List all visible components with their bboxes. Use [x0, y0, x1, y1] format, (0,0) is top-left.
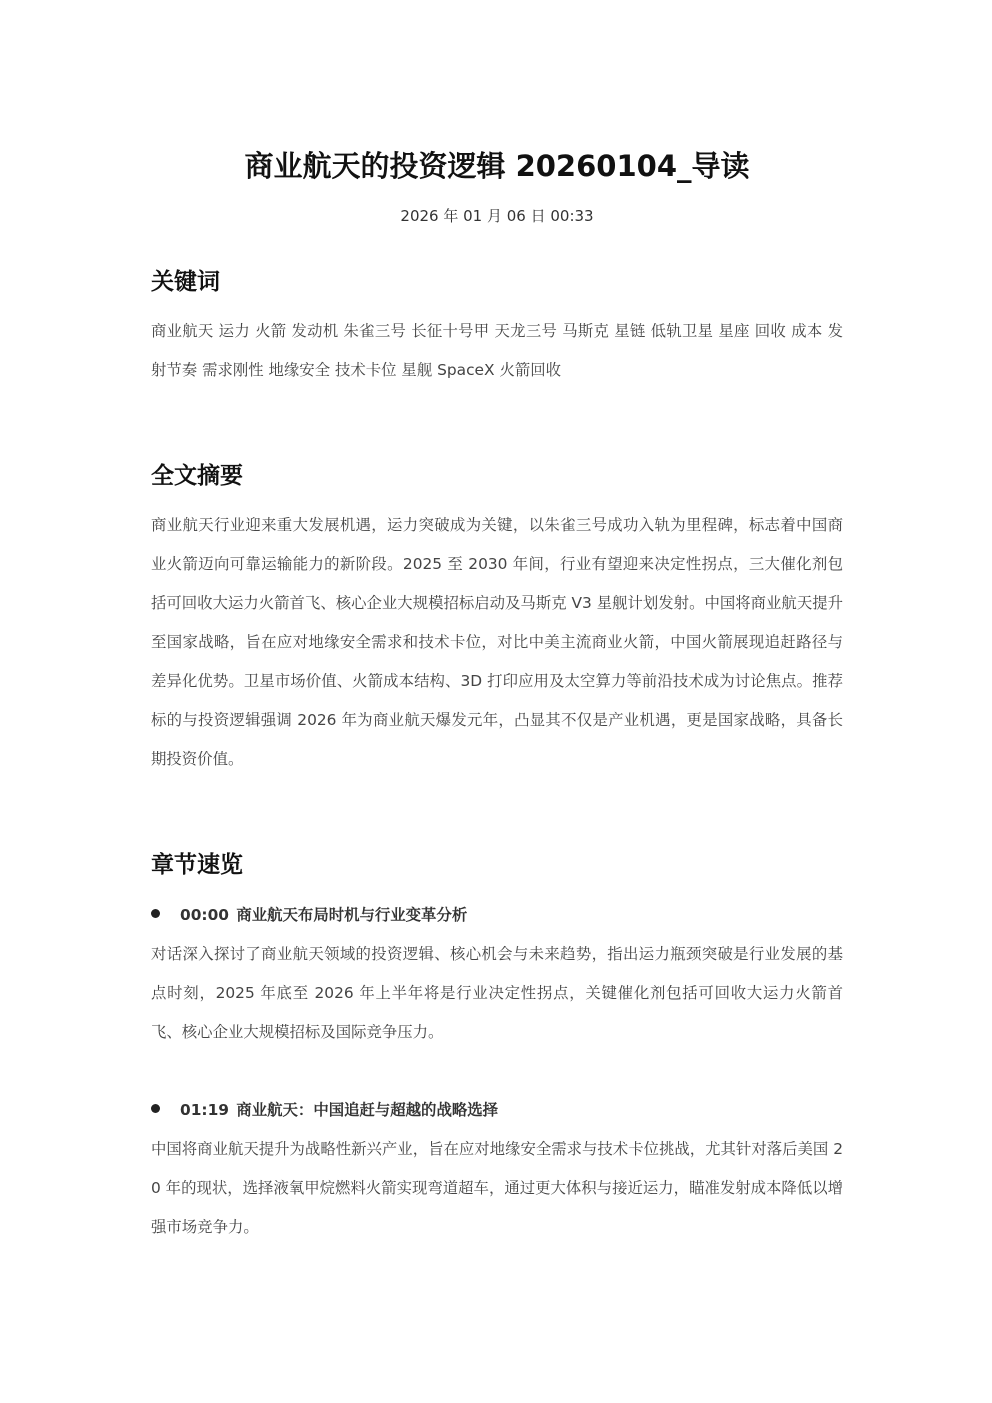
- keywords-text: 商业航天 运力 火箭 发动机 朱雀三号 长征十号甲 天龙三号 马斯克 星链 低轨卫星 星座 回收 成本 发射节奏 需求刚性 地缘安全 技术卡位 星舰 SpaceX 火箭回收: [151, 322, 843, 379]
- summary-heading: 全文摘要: [151, 463, 243, 489]
- document-title: 商业航天的投资逻辑 20260104_导读: [244, 149, 750, 183]
- chapter-item-text: 对话深入探讨了商业航天领域的投资逻辑、核心机会与未来趋势，指出运力瓶颈突破是行业发展的基点时刻，2025 年底至 2026 年上半年将是行业决定性拐点，关键催化剂包括可回收大运力火箭首飞、核心企业大规模招标及国际竞争压力。: [151, 945, 843, 1041]
- chapter-title-text: 商业航天：中国追赶与超越的战略选择: [236, 1101, 499, 1119]
- chapters-heading: 章节速览: [151, 852, 243, 878]
- chapter-time: 01:19: [180, 1101, 229, 1119]
- summary-text: 商业航天行业迎来重大发展机遇，运力突破成为关键，以朱雀三号成功入轨为里程碑，标志着中国商业火箭迈向可靠运输能力的新阶段。2025 至 2030 年间，行业有望迎来决定性拐点，三大催化剂包括可回收大运力火箭首飞、核心企业大规模招标启动及马斯克 V3 星舰计划发射。中国将商业航天提升至国家战略，旨在应对地缘安全需求和技术卡位，对比中美主流商业火箭，中国火箭展现追赶路径与差异化优势。卫星市场价值、火箭成本结构、3D 打印应用及太空算力等前沿技术成为讨论焦点。推荐标的与投资逻辑强调 2026 年为商业航天爆发元年，凸显其不仅是产业机遇，更是国家战略，具备长期投资价值。: [151, 516, 843, 768]
- bullet-icon: [151, 1104, 160, 1113]
- chapter-title-text: 商业航天布局时机与行业变革分析: [236, 906, 468, 924]
- document-date: 2026 年 01 月 06 日 00:33: [400, 207, 594, 225]
- chapter-item-title: [151, 903, 843, 927]
- chapter-item-text: 中国将商业航天提升为战略性新兴产业，旨在应对地缘安全需求与技术卡位挑战，尤其针对落后美国 20 年的现状，选择液氧甲烷燃料火箭实现弯道超车，通过更大体积与接近运力，瞄准发射成本降低以增强市场竞争力。: [151, 1140, 843, 1236]
- chapter-time: 00:00: [180, 906, 229, 924]
- chapter-item-title: [151, 1098, 843, 1122]
- keywords-heading: 关键词: [151, 269, 220, 295]
- bullet-icon: [151, 909, 160, 918]
